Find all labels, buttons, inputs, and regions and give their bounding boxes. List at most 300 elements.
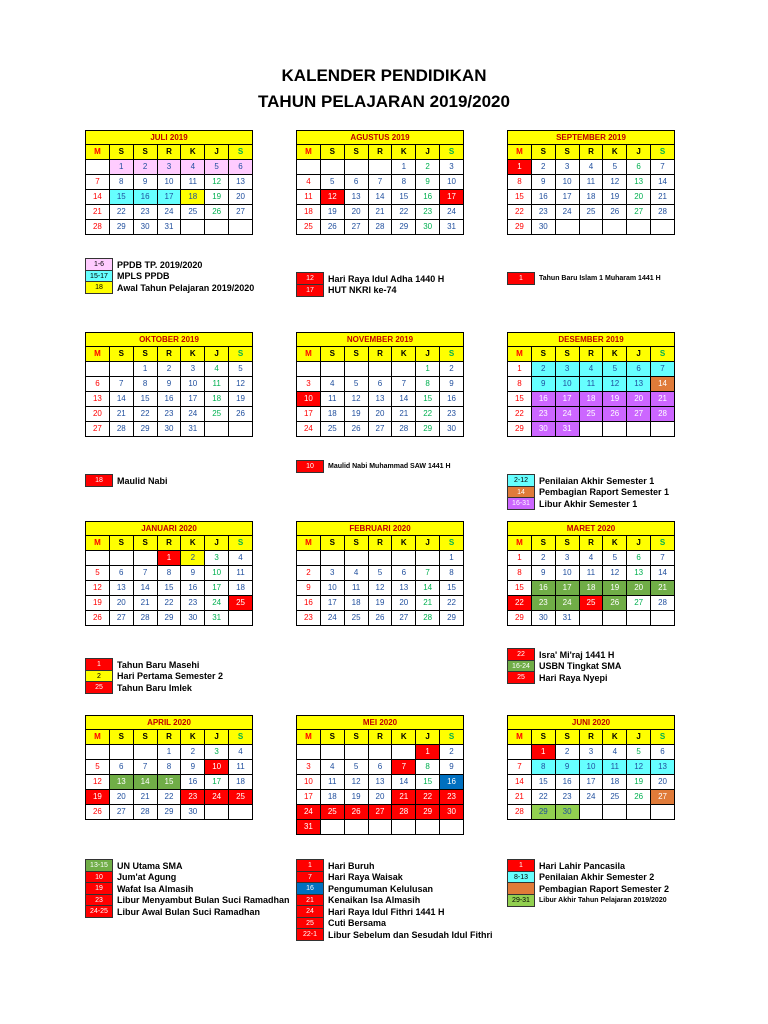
day-cell: 23 bbox=[440, 790, 464, 805]
legend-label: Hari Buruh bbox=[328, 860, 375, 871]
day-cell: 12 bbox=[205, 175, 229, 190]
day-cell: 18 bbox=[297, 205, 321, 220]
day-cell bbox=[603, 805, 627, 820]
day-cell: 12 bbox=[603, 175, 627, 190]
day-cell: 30 bbox=[531, 611, 555, 626]
day-cell: 21 bbox=[416, 596, 440, 611]
day-cell: 4 bbox=[579, 362, 603, 377]
day-cell: 5 bbox=[368, 566, 392, 581]
day-cell: 11 bbox=[579, 175, 603, 190]
legend-item bbox=[85, 279, 254, 291]
day-cell: 17 bbox=[205, 581, 229, 596]
day-cell: 15 bbox=[508, 392, 532, 407]
day-header: S bbox=[555, 145, 579, 160]
legend-swatch: 19 bbox=[85, 882, 113, 895]
day-header: S bbox=[229, 347, 253, 362]
day-cell: 27 bbox=[368, 805, 392, 820]
day-cell: 8 bbox=[157, 566, 181, 581]
day-header: S bbox=[344, 347, 368, 362]
day-cell: 21 bbox=[651, 190, 675, 205]
month-calendar bbox=[296, 521, 464, 626]
day-header: R bbox=[579, 145, 603, 160]
day-cell: 20 bbox=[344, 205, 368, 220]
day-header: J bbox=[627, 347, 651, 362]
day-cell bbox=[320, 745, 344, 760]
day-cell: 30 bbox=[133, 220, 157, 235]
day-cell: 27 bbox=[344, 220, 368, 235]
day-cell: 2 bbox=[297, 566, 321, 581]
day-cell: 10 bbox=[297, 392, 321, 407]
day-header: S bbox=[320, 730, 344, 745]
month-calendar bbox=[296, 130, 464, 235]
day-cell: 13 bbox=[392, 581, 416, 596]
day-cell: 29 bbox=[109, 220, 133, 235]
day-cell: 30 bbox=[531, 422, 555, 437]
day-cell: 1 bbox=[392, 160, 416, 175]
legend-item bbox=[507, 270, 661, 282]
day-cell: 23 bbox=[416, 205, 440, 220]
day-cell: 18 bbox=[603, 775, 627, 790]
day-cell: 18 bbox=[229, 775, 253, 790]
day-cell: 7 bbox=[651, 362, 675, 377]
day-cell: 3 bbox=[205, 551, 229, 566]
day-cell: 4 bbox=[205, 362, 229, 377]
day-cell: 26 bbox=[229, 407, 253, 422]
day-cell: 3 bbox=[579, 745, 603, 760]
legend-label: Penilaian Akhir Semester 2 bbox=[539, 872, 655, 883]
legend-swatch: 1 bbox=[296, 859, 324, 872]
day-cell bbox=[86, 551, 110, 566]
day-cell: 16 bbox=[555, 775, 579, 790]
day-cell bbox=[416, 820, 440, 835]
day-cell: 9 bbox=[181, 760, 205, 775]
day-cell: 12 bbox=[603, 566, 627, 581]
day-header: S bbox=[320, 536, 344, 551]
day-cell: 1 bbox=[416, 362, 440, 377]
day-cell: 28 bbox=[392, 422, 416, 437]
day-cell bbox=[297, 551, 321, 566]
day-cell: 2 bbox=[181, 745, 205, 760]
month-title: NOVEMBER 2019 bbox=[297, 333, 464, 347]
day-cell: 5 bbox=[344, 760, 368, 775]
day-cell: 1 bbox=[508, 160, 532, 175]
day-cell: 11 bbox=[181, 175, 205, 190]
day-cell: 14 bbox=[392, 392, 416, 407]
day-cell: 21 bbox=[392, 407, 416, 422]
day-cell: 27 bbox=[627, 205, 651, 220]
day-cell bbox=[368, 551, 392, 566]
day-header: R bbox=[368, 145, 392, 160]
day-cell: 23 bbox=[531, 205, 555, 220]
legend-label: Hari Raya Nyepi bbox=[539, 672, 608, 683]
day-cell: 11 bbox=[229, 760, 253, 775]
day-cell: 4 bbox=[320, 760, 344, 775]
day-cell: 14 bbox=[651, 566, 675, 581]
day-cell: 10 bbox=[555, 566, 579, 581]
day-cell: 4 bbox=[229, 745, 253, 760]
day-cell: 9 bbox=[181, 566, 205, 581]
day-cell: 12 bbox=[344, 392, 368, 407]
day-cell: 17 bbox=[579, 775, 603, 790]
day-header: S bbox=[320, 145, 344, 160]
legend-label: Maulid Nabi Muhammad SAW 1441 H bbox=[328, 463, 451, 471]
day-cell: 8 bbox=[133, 377, 157, 392]
day-header: M bbox=[86, 536, 110, 551]
day-cell: 29 bbox=[531, 805, 555, 820]
legend-label: Cuti Bersama bbox=[328, 918, 387, 929]
legend-item bbox=[296, 892, 420, 904]
legend-swatch: 16-31 bbox=[507, 497, 535, 510]
day-cell: 29 bbox=[508, 220, 532, 235]
day-header: S bbox=[229, 145, 253, 160]
day-header: R bbox=[579, 347, 603, 362]
day-cell: 7 bbox=[86, 175, 110, 190]
day-cell bbox=[368, 745, 392, 760]
legend-item bbox=[85, 268, 170, 280]
day-cell: 6 bbox=[368, 760, 392, 775]
day-cell: 29 bbox=[508, 422, 532, 437]
day-header: S bbox=[651, 145, 675, 160]
day-header: S bbox=[133, 730, 157, 745]
day-cell: 17 bbox=[555, 190, 579, 205]
day-cell bbox=[344, 551, 368, 566]
day-cell: 11 bbox=[229, 566, 253, 581]
day-cell: 27 bbox=[109, 611, 133, 626]
legend-swatch: 7 bbox=[296, 871, 324, 884]
day-cell bbox=[297, 362, 321, 377]
day-cell: 8 bbox=[157, 760, 181, 775]
day-header: S bbox=[229, 730, 253, 745]
day-header: R bbox=[157, 536, 181, 551]
day-cell: 7 bbox=[508, 760, 532, 775]
month-title: JANUARI 2020 bbox=[86, 522, 253, 536]
day-cell: 2 bbox=[531, 362, 555, 377]
day-cell: 25 bbox=[579, 205, 603, 220]
day-cell: 2 bbox=[440, 745, 464, 760]
month-title: SEPTEMBER 2019 bbox=[508, 131, 675, 145]
day-cell: 16 bbox=[181, 775, 205, 790]
day-cell: 2 bbox=[531, 160, 555, 175]
day-cell: 30 bbox=[440, 805, 464, 820]
day-cell: 1 bbox=[416, 745, 440, 760]
day-cell: 16 bbox=[181, 581, 205, 596]
legend-label: Wafat Isa Almasih bbox=[117, 883, 194, 894]
legend-item bbox=[507, 880, 669, 892]
day-cell: 2 bbox=[181, 551, 205, 566]
day-cell bbox=[440, 820, 464, 835]
month-calendar bbox=[85, 715, 253, 820]
month-calendar bbox=[85, 130, 253, 235]
day-cell bbox=[133, 745, 157, 760]
day-cell: 30 bbox=[181, 805, 205, 820]
day-cell: 19 bbox=[205, 190, 229, 205]
day-cell: 8 bbox=[440, 566, 464, 581]
day-cell bbox=[508, 745, 532, 760]
day-header: R bbox=[157, 145, 181, 160]
day-header: R bbox=[157, 730, 181, 745]
month-calendar bbox=[85, 332, 253, 437]
month-title: JUNI 2020 bbox=[508, 716, 675, 730]
legend-label: Libur Sebelum dan Sesudah Idul Fithri bbox=[328, 929, 493, 940]
day-cell: 6 bbox=[627, 160, 651, 175]
day-header: M bbox=[508, 145, 532, 160]
day-cell: 18 bbox=[579, 190, 603, 205]
day-cell: 7 bbox=[651, 160, 675, 175]
day-cell: 16 bbox=[440, 775, 464, 790]
day-cell bbox=[229, 422, 253, 437]
day-cell: 29 bbox=[157, 611, 181, 626]
legend-swatch: 16-24 bbox=[507, 660, 535, 673]
day-cell: 8 bbox=[109, 175, 133, 190]
day-cell: 20 bbox=[627, 392, 651, 407]
legend-item bbox=[507, 484, 669, 496]
month-calendar bbox=[507, 130, 675, 235]
day-cell: 21 bbox=[133, 790, 157, 805]
day-cell: 26 bbox=[344, 805, 368, 820]
day-cell: 5 bbox=[86, 566, 110, 581]
day-cell: 13 bbox=[344, 190, 368, 205]
day-cell: 1 bbox=[157, 745, 181, 760]
day-cell: 1 bbox=[508, 362, 532, 377]
day-header: J bbox=[416, 347, 440, 362]
legend-label: Maulid Nabi bbox=[117, 475, 168, 486]
day-cell: 27 bbox=[627, 407, 651, 422]
day-cell bbox=[297, 745, 321, 760]
day-cell bbox=[181, 220, 205, 235]
legend-item bbox=[507, 669, 608, 681]
day-cell: 23 bbox=[531, 596, 555, 611]
legend-item bbox=[296, 903, 445, 915]
day-header: K bbox=[181, 347, 205, 362]
day-cell: 24 bbox=[555, 596, 579, 611]
day-cell: 29 bbox=[133, 422, 157, 437]
day-cell bbox=[205, 220, 229, 235]
day-cell: 21 bbox=[109, 407, 133, 422]
legend-item bbox=[296, 915, 386, 927]
day-cell bbox=[344, 745, 368, 760]
month-title: AGUSTUS 2019 bbox=[297, 131, 464, 145]
day-cell: 4 bbox=[229, 551, 253, 566]
day-cell: 24 bbox=[440, 205, 464, 220]
day-cell: 30 bbox=[181, 611, 205, 626]
legend-swatch: 10 bbox=[296, 460, 324, 473]
day-cell: 18 bbox=[205, 392, 229, 407]
day-cell: 17 bbox=[555, 581, 579, 596]
day-cell: 10 bbox=[555, 377, 579, 392]
day-cell: 9 bbox=[157, 377, 181, 392]
day-cell: 21 bbox=[508, 790, 532, 805]
day-cell: 26 bbox=[603, 205, 627, 220]
day-cell bbox=[416, 551, 440, 566]
day-cell: 24 bbox=[205, 790, 229, 805]
day-header: S bbox=[133, 145, 157, 160]
day-cell: 25 bbox=[205, 407, 229, 422]
day-cell: 6 bbox=[229, 160, 253, 175]
day-header: M bbox=[508, 536, 532, 551]
legend-label: Awal Tahun Pelajaran 2019/2020 bbox=[117, 282, 255, 293]
day-cell: 11 bbox=[579, 377, 603, 392]
day-header: K bbox=[181, 536, 205, 551]
day-cell: 17 bbox=[297, 407, 321, 422]
day-header: R bbox=[368, 730, 392, 745]
legend-swatch: 1 bbox=[507, 272, 535, 285]
legend-item bbox=[296, 270, 444, 282]
legend-swatch: 17 bbox=[296, 284, 324, 297]
day-cell bbox=[205, 805, 229, 820]
day-cell bbox=[320, 160, 344, 175]
legend-swatch: 29-31 bbox=[507, 894, 535, 907]
day-header: S bbox=[109, 536, 133, 551]
day-cell: 20 bbox=[368, 407, 392, 422]
legend-swatch: 23 bbox=[85, 894, 113, 907]
day-header: S bbox=[651, 347, 675, 362]
day-cell: 10 bbox=[297, 775, 321, 790]
day-cell: 5 bbox=[627, 745, 651, 760]
day-cell: 25 bbox=[603, 790, 627, 805]
day-cell bbox=[344, 820, 368, 835]
day-cell: 6 bbox=[368, 377, 392, 392]
day-cell: 20 bbox=[392, 596, 416, 611]
day-cell: 6 bbox=[344, 175, 368, 190]
legend-label: Pengumuman Kelulusan bbox=[328, 883, 434, 894]
day-header: S bbox=[440, 536, 464, 551]
day-cell: 24 bbox=[555, 407, 579, 422]
day-cell: 24 bbox=[205, 596, 229, 611]
day-cell: 23 bbox=[181, 790, 205, 805]
legend-item bbox=[507, 857, 625, 869]
day-cell: 5 bbox=[603, 362, 627, 377]
day-header: S bbox=[440, 730, 464, 745]
day-cell: 2 bbox=[416, 160, 440, 175]
day-header: M bbox=[297, 347, 321, 362]
legend-label: Hari Raya Idul Fithri 1441 H bbox=[328, 906, 445, 917]
legend-swatch: 14 bbox=[507, 486, 535, 499]
day-header: M bbox=[297, 730, 321, 745]
day-cell: 23 bbox=[133, 205, 157, 220]
day-cell: 17 bbox=[157, 190, 181, 205]
legend-item bbox=[85, 857, 183, 869]
day-cell: 4 bbox=[344, 566, 368, 581]
day-header: S bbox=[531, 536, 555, 551]
day-header: S bbox=[133, 347, 157, 362]
day-cell: 22 bbox=[440, 596, 464, 611]
day-cell bbox=[229, 805, 253, 820]
day-cell: 26 bbox=[86, 611, 110, 626]
day-cell: 13 bbox=[627, 566, 651, 581]
day-cell: 21 bbox=[392, 790, 416, 805]
day-cell: 31 bbox=[297, 820, 321, 835]
legend-item bbox=[507, 646, 614, 658]
day-cell: 14 bbox=[133, 581, 157, 596]
day-cell: 9 bbox=[440, 760, 464, 775]
day-cell: 30 bbox=[416, 220, 440, 235]
day-header: M bbox=[297, 536, 321, 551]
day-cell: 6 bbox=[392, 566, 416, 581]
day-header: K bbox=[181, 145, 205, 160]
day-cell: 22 bbox=[109, 205, 133, 220]
day-cell: 20 bbox=[109, 596, 133, 611]
legend-swatch: 25 bbox=[296, 917, 324, 930]
day-cell: 23 bbox=[157, 407, 181, 422]
day-cell: 14 bbox=[416, 581, 440, 596]
day-cell bbox=[651, 422, 675, 437]
day-cell bbox=[603, 422, 627, 437]
day-cell: 9 bbox=[531, 377, 555, 392]
day-header: K bbox=[181, 730, 205, 745]
month-calendar bbox=[296, 715, 464, 835]
legend-item bbox=[296, 926, 493, 938]
legend-item bbox=[296, 282, 397, 294]
day-cell: 27 bbox=[229, 205, 253, 220]
day-header: K bbox=[603, 730, 627, 745]
day-header: J bbox=[416, 730, 440, 745]
day-cell: 7 bbox=[416, 566, 440, 581]
day-cell: 31 bbox=[157, 220, 181, 235]
day-cell bbox=[579, 220, 603, 235]
day-cell bbox=[392, 820, 416, 835]
day-header: M bbox=[297, 145, 321, 160]
day-cell: 27 bbox=[627, 596, 651, 611]
day-cell: 8 bbox=[508, 566, 532, 581]
legend-item bbox=[85, 869, 176, 881]
day-header: J bbox=[205, 145, 229, 160]
day-header: S bbox=[344, 730, 368, 745]
day-cell: 26 bbox=[368, 611, 392, 626]
legend-label: Libur Awal Bulan Suci Ramadhan bbox=[117, 906, 261, 917]
day-header: K bbox=[603, 536, 627, 551]
legend-swatch: 15-17 bbox=[85, 270, 113, 283]
day-cell: 15 bbox=[531, 775, 555, 790]
day-cell: 25 bbox=[229, 596, 253, 611]
day-cell: 1 bbox=[508, 551, 532, 566]
day-cell: 9 bbox=[531, 566, 555, 581]
day-cell bbox=[320, 820, 344, 835]
day-cell: 14 bbox=[86, 190, 110, 205]
day-cell bbox=[86, 745, 110, 760]
day-cell: 19 bbox=[344, 407, 368, 422]
day-header: M bbox=[508, 730, 532, 745]
day-header: R bbox=[579, 730, 603, 745]
day-header: M bbox=[508, 347, 532, 362]
day-header: S bbox=[320, 347, 344, 362]
day-cell: 14 bbox=[651, 377, 675, 392]
legend-label: Hari Raya Waisak bbox=[328, 872, 403, 883]
legend-label: HUT NKRI ke-74 bbox=[328, 285, 397, 296]
day-cell: 4 bbox=[579, 551, 603, 566]
legend-swatch: 25 bbox=[85, 681, 113, 694]
day-header: J bbox=[205, 347, 229, 362]
day-header: J bbox=[627, 536, 651, 551]
day-header: S bbox=[555, 536, 579, 551]
day-cell: 4 bbox=[603, 745, 627, 760]
day-cell: 3 bbox=[297, 377, 321, 392]
day-cell: 9 bbox=[416, 175, 440, 190]
day-cell: 6 bbox=[651, 745, 675, 760]
day-cell: 19 bbox=[603, 392, 627, 407]
day-cell: 21 bbox=[86, 205, 110, 220]
day-cell: 31 bbox=[181, 422, 205, 437]
day-cell: 28 bbox=[368, 220, 392, 235]
day-header: K bbox=[392, 536, 416, 551]
month-title: APRIL 2020 bbox=[86, 716, 253, 730]
day-cell bbox=[320, 362, 344, 377]
day-cell: 21 bbox=[651, 581, 675, 596]
legend-label: PPDB TP. 2019/2020 bbox=[117, 259, 203, 270]
day-cell: 10 bbox=[157, 175, 181, 190]
day-cell: 28 bbox=[651, 407, 675, 422]
day-cell: 19 bbox=[86, 596, 110, 611]
day-cell: 22 bbox=[531, 790, 555, 805]
